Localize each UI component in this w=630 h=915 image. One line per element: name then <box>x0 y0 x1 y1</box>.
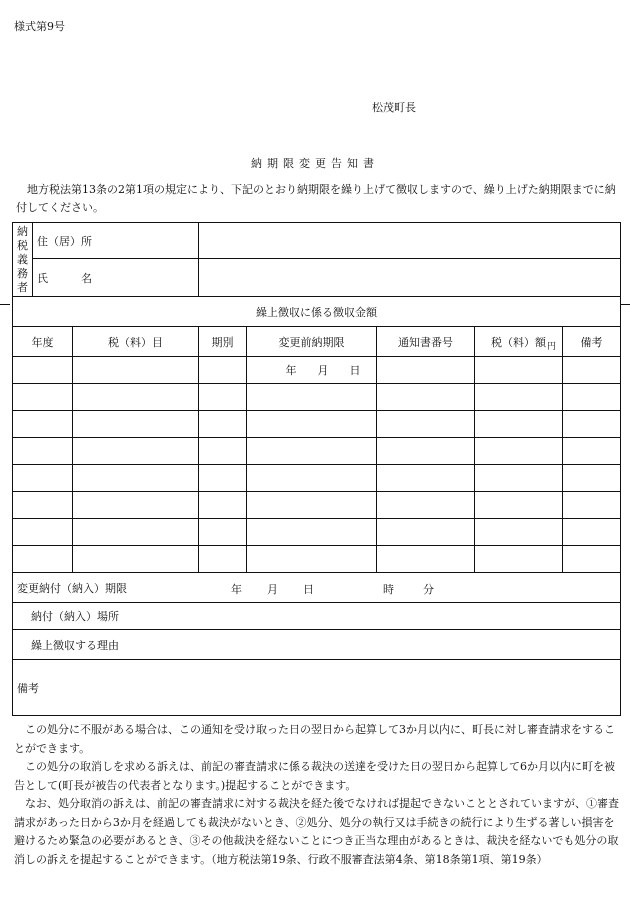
cell-original-deadline[interactable] <box>247 519 377 546</box>
cell-installment[interactable] <box>199 411 247 438</box>
cell-original-deadline[interactable] <box>247 438 377 465</box>
cell-tax-amount[interactable] <box>475 438 563 465</box>
document-title: 納期限変更告知書 <box>251 157 379 170</box>
table-row <box>13 438 621 465</box>
crop-mark-left <box>0 304 10 305</box>
cell-tax-item[interactable] <box>73 357 199 384</box>
deadline-minute-label: 分 <box>423 583 434 596</box>
collection-column-header-row <box>13 327 621 357</box>
cell-tax-item[interactable] <box>73 411 199 438</box>
col-tax-amount-label: 税（料）額 <box>491 335 546 349</box>
cell-remarks[interactable] <box>563 357 621 384</box>
issuer-name: 松茂町長 <box>372 101 416 114</box>
taxpayer-label-char: 税 <box>17 238 28 252</box>
cell-fiscal-year[interactable] <box>13 519 73 546</box>
col-notice-number: 通知書番号 <box>377 327 475 357</box>
cell-installment[interactable] <box>199 492 247 519</box>
cell-tax-amount[interactable] <box>475 411 563 438</box>
cell-remarks[interactable] <box>563 492 621 519</box>
cell-notice-number[interactable] <box>377 357 475 384</box>
payment-place-field[interactable] <box>13 603 621 630</box>
cell-fiscal-year[interactable] <box>13 357 73 384</box>
cell-notice-number[interactable] <box>377 519 475 546</box>
cell-fiscal-year[interactable] <box>13 465 73 492</box>
address-label <box>33 223 199 259</box>
table-row <box>13 384 621 411</box>
crop-mark-right <box>620 304 630 305</box>
name-label <box>33 259 199 297</box>
col-tax-amount <box>475 327 563 357</box>
col-remarks: 備考 <box>563 327 621 357</box>
deadline-hour-label: 時 <box>383 583 394 596</box>
address-field[interactable] <box>199 223 621 259</box>
taxpayer-group-label <box>13 223 33 297</box>
cell-installment[interactable] <box>199 465 247 492</box>
collection-section-title: 繰上徴収に係る徴収金額 <box>13 297 621 327</box>
cell-remarks[interactable] <box>563 411 621 438</box>
remarks-field[interactable] <box>13 660 621 716</box>
cell-tax-amount[interactable] <box>475 465 563 492</box>
cell-tax-item[interactable] <box>73 492 199 519</box>
payment-place-row <box>13 603 621 630</box>
cell-tax-item[interactable] <box>73 465 199 492</box>
cell-fiscal-year[interactable] <box>13 411 73 438</box>
col-fiscal-year: 年度 <box>13 327 73 357</box>
deadline-field[interactable] <box>13 573 621 603</box>
cell-notice-number[interactable] <box>377 492 475 519</box>
cell-fiscal-year[interactable] <box>13 438 73 465</box>
cell-tax-amount[interactable] <box>475 546 563 573</box>
cell-tax-item[interactable] <box>73 438 199 465</box>
table-row <box>13 465 621 492</box>
cell-installment[interactable] <box>199 438 247 465</box>
deadline-year-label: 年 <box>231 583 242 596</box>
cell-original-deadline[interactable] <box>247 357 377 384</box>
cell-tax-item[interactable] <box>73 546 199 573</box>
name-field[interactable] <box>199 259 621 297</box>
taxpayer-label-char: 義 <box>17 252 28 266</box>
appeal-note: この処分の取消しを求める訴えは、前記の審査請求に係る裁決の送達を受けた日の翌日から起算して6か月以内に町を被告として(町長が被告の代表者となります。)提起することができます。 <box>14 760 615 792</box>
cell-notice-number[interactable] <box>377 384 475 411</box>
deadline-month-label: 月 <box>267 583 278 596</box>
remarks-row <box>13 660 621 716</box>
col-installment: 期別 <box>199 327 247 357</box>
cell-tax-amount[interactable] <box>475 384 563 411</box>
col-tax-item: 税（料）目 <box>73 327 199 357</box>
cell-original-deadline[interactable] <box>247 546 377 573</box>
appeal-note: この処分に不服がある場合は、この通知を受け取った日の翌日から起算して3か月以内に、町長に対し審査請求をすることができます。 <box>14 723 615 755</box>
appeal-note: なお、処分取消の訴えは、前記の審査請求に対する裁決を経た後でなければ提起できないこととされていますが、①審査請求があった日から3か月を経過しても裁決がないとき、②処分、処分の執行又は手続きの続行により生ずる著しい損害を避けるため緊急の必要があるとき、③その他裁決を経ないことにつき正当な理由があるときは、裁決を経ないでも処分の取消しの訴えを提起することができます。（地方税法第19条、行政不服審査法第4条、第18条第1項、第19条） <box>14 797 619 866</box>
cell-remarks[interactable] <box>563 546 621 573</box>
cell-original-deadline[interactable] <box>247 492 377 519</box>
appeal-notes <box>14 721 622 869</box>
name-label-text: 氏 名 <box>37 271 92 285</box>
date-year-label: 年 <box>285 364 298 377</box>
yen-unit: 円 <box>546 342 556 352</box>
reason-field[interactable] <box>13 630 621 660</box>
payment-place-label: 納付（納入）場所 <box>31 610 119 623</box>
table-row <box>13 357 621 384</box>
date-month-label: 月 <box>317 364 330 377</box>
collection-section-header <box>13 297 621 327</box>
cell-fiscal-year[interactable] <box>13 546 73 573</box>
cell-original-deadline[interactable] <box>247 465 377 492</box>
cell-remarks[interactable] <box>563 465 621 492</box>
cell-tax-amount[interactable] <box>475 492 563 519</box>
cell-original-deadline[interactable] <box>247 411 377 438</box>
taxpayer-name-row <box>13 259 621 297</box>
taxpayer-label-char: 納 <box>17 224 28 238</box>
col-original-deadline: 変更前納期限 <box>247 327 377 357</box>
deadline-label: 変更納付（納入）期限 <box>17 581 127 595</box>
table-row <box>13 546 621 573</box>
taxpayer-label-char: 者 <box>17 280 28 294</box>
cell-remarks[interactable] <box>563 519 621 546</box>
cell-remarks[interactable] <box>563 438 621 465</box>
intro-text: 地方税法第13条の2第1項の規定により、下記のとおり納期限を繰り上げて徴収しますので、繰り上げた納期限までに納付してください。 <box>16 183 616 214</box>
cell-original-deadline[interactable] <box>247 384 377 411</box>
table-row <box>13 411 621 438</box>
cell-installment[interactable] <box>199 357 247 384</box>
cell-remarks[interactable] <box>563 384 621 411</box>
cell-tax-item[interactable] <box>73 519 199 546</box>
notice-form-table <box>12 222 621 716</box>
cell-installment[interactable] <box>199 519 247 546</box>
cell-installment[interactable] <box>199 384 247 411</box>
address-label-text: 住（居）所 <box>37 234 92 248</box>
taxpayer-label-char: 務 <box>17 266 28 280</box>
deadline-row <box>13 573 621 603</box>
cell-fiscal-year[interactable] <box>13 492 73 519</box>
cell-installment[interactable] <box>199 546 247 573</box>
cell-tax-item[interactable] <box>73 384 199 411</box>
cell-tax-amount[interactable] <box>475 519 563 546</box>
remarks-label: 備考 <box>17 681 39 695</box>
date-day-label: 日 <box>349 364 362 377</box>
cell-notice-number[interactable] <box>377 411 475 438</box>
reason-row <box>13 630 621 660</box>
cell-notice-number[interactable] <box>377 438 475 465</box>
form-number: 様式第9号 <box>14 20 65 33</box>
reason-label: 繰上徴収する理由 <box>31 638 119 652</box>
cell-fiscal-year[interactable] <box>13 384 73 411</box>
cell-notice-number[interactable] <box>377 546 475 573</box>
taxpayer-address-row <box>13 223 621 259</box>
cell-notice-number[interactable] <box>377 465 475 492</box>
deadline-day-label: 日 <box>303 583 314 596</box>
table-row <box>13 519 621 546</box>
table-row <box>13 492 621 519</box>
cell-tax-amount[interactable] <box>475 357 563 384</box>
